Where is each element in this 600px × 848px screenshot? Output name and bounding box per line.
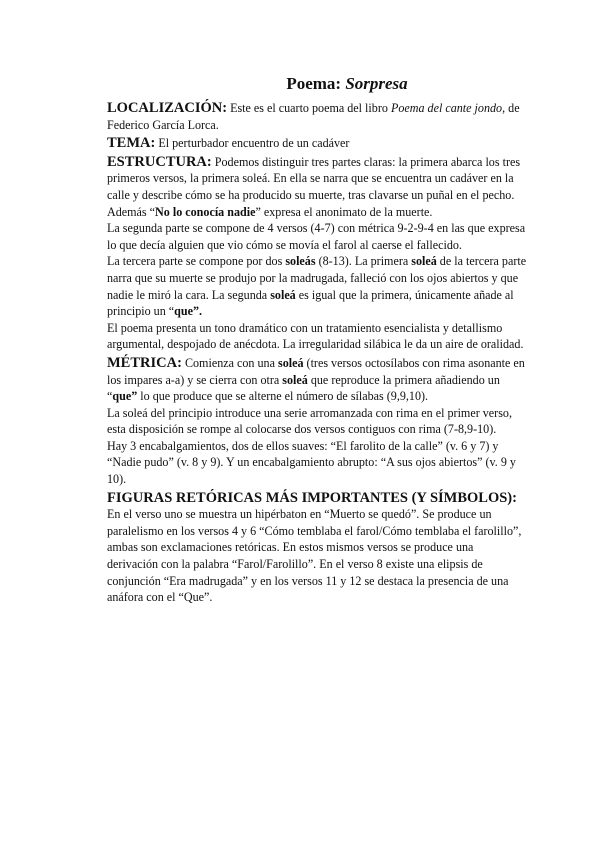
estructura-p3-a: La tercera parte se compone por dos <box>107 254 286 269</box>
estructura-p3-d: es igual que la primera, únicamente añade al principio un “ <box>107 287 514 319</box>
estructura-p2: La segunda parte se compone de 4 versos (4-7) con métrica 9-2-9-4 en las que expresa lo que decía alguien que vio cómo se movía el farol al caerse el fallecido. <box>107 221 526 252</box>
section-metrica <box>107 355 527 405</box>
estructura-p1-bold: No lo conocía nadie <box>155 204 256 219</box>
book-title: Poema del cante jondo, <box>390 101 506 115</box>
estructura-p1: Podemos distinguir tres partes claras: la primera abarca los tres primeros versos, la primera soleá. En ella se narra que se encuentra un cadáver en la calle y describe cómo se ha producido su muerte, tras clavarse un puñal en el pecho. Además “ <box>107 154 521 219</box>
estructura-p3-bold3: soleá <box>270 287 296 302</box>
metrica-p1-bold2: soleá <box>282 372 308 387</box>
estructura-p3 <box>107 253 527 319</box>
estructura-p3-c: de la tercera parte narra que su muerte se produjo por la madrugada, falleció con los ojos abiertos y que nadie le miró la cara. La segunda <box>107 254 527 302</box>
section-tema <box>107 135 527 152</box>
metrica-p1-c: que reproduce la primera añadiendo un “ <box>107 372 500 404</box>
figuras-text: En el verso uno se muestra un hipérbaton en “Muerto se quedó”. Se produce un paralelismo en los versos 4 y 6 “Cómo temblaba el farol/Cómo temblaba el farolillo”, ambas son exclamaciones retóricas. En estos mismos versos se produce una derivación con la palabra “Farol/Farolillo”. En el verso 8 existe una elipsis de conjunción “Era madrugada” y en los versos 11 y 12 se destaca la presencia de una anáfora con el “Que”. <box>107 507 522 605</box>
metrica-p1-b: (tres versos octosílabos con rima asonante en los impares a-a) y se cierra con otra <box>107 355 525 387</box>
localizacion-heading: LOCALIZACIÓN: <box>107 100 228 116</box>
estructura-heading: ESTRUCTURA: <box>107 153 212 170</box>
estructura-p3-bold1: soleás <box>285 254 316 269</box>
title-name: Sorpresa <box>345 74 408 93</box>
metrica-p3: Hay 3 encabalgamientos, dos de ellos suaves: “El farolito de la calle” (v. 6 y 7) y “Nadie pudo” (v. 8 y 9). Y un encabalgamiento abrupto: “A sus ojos abiertos” (v. 9 y 10). <box>107 438 516 487</box>
metrica-p1-a: Comienza con una <box>181 355 278 370</box>
tema-text: El perturbador encuentro de un cadáver <box>155 136 350 151</box>
metrica-p2: La soleá del principio introduce una serie arromanzada con rima en el primer verso, esta disposición se rompe al colocarse dos versos contiguos con rima (7-8,9-10). <box>107 405 512 437</box>
metrica-p1-d: lo que produce que se alterne el número de sílabas (9,9,10). <box>137 389 429 404</box>
document-page <box>107 74 527 606</box>
estructura-p1-end: ” expresa el anonimato de la muerte. <box>255 204 433 219</box>
estructura-p4: El poema presenta un tono dramático con un tratamiento esencialista y detallismo argumental, despojado de anécdota. La irregularidad silábica le da un aire de oralidad. <box>107 320 524 352</box>
estructura-p3-b: (8-13). La primera <box>315 254 412 269</box>
figuras-heading: FIGURAS RETÓRICAS MÁS IMPORTANTES (Y SÍMBOLOS): <box>107 489 517 506</box>
estructura-p3-bold4: que”. <box>174 304 203 319</box>
localizacion-author: de Federico García Lorca. <box>107 101 520 132</box>
metrica-heading: MÉTRICA: <box>107 354 182 371</box>
title-prefix: Poema: <box>286 74 346 93</box>
estructura-p3-bold2: soleá <box>411 254 437 269</box>
localizacion-text: Este es el cuarto poema del libro <box>227 101 391 115</box>
tema-heading: TEMA: <box>107 135 156 152</box>
section-estructura <box>107 154 527 220</box>
poem-title <box>107 74 527 94</box>
metrica-p1-bold1: soleá <box>277 355 304 370</box>
section-localizacion <box>107 100 527 133</box>
section-figuras <box>107 490 527 606</box>
metrica-p1-bold3: que” <box>112 389 138 404</box>
